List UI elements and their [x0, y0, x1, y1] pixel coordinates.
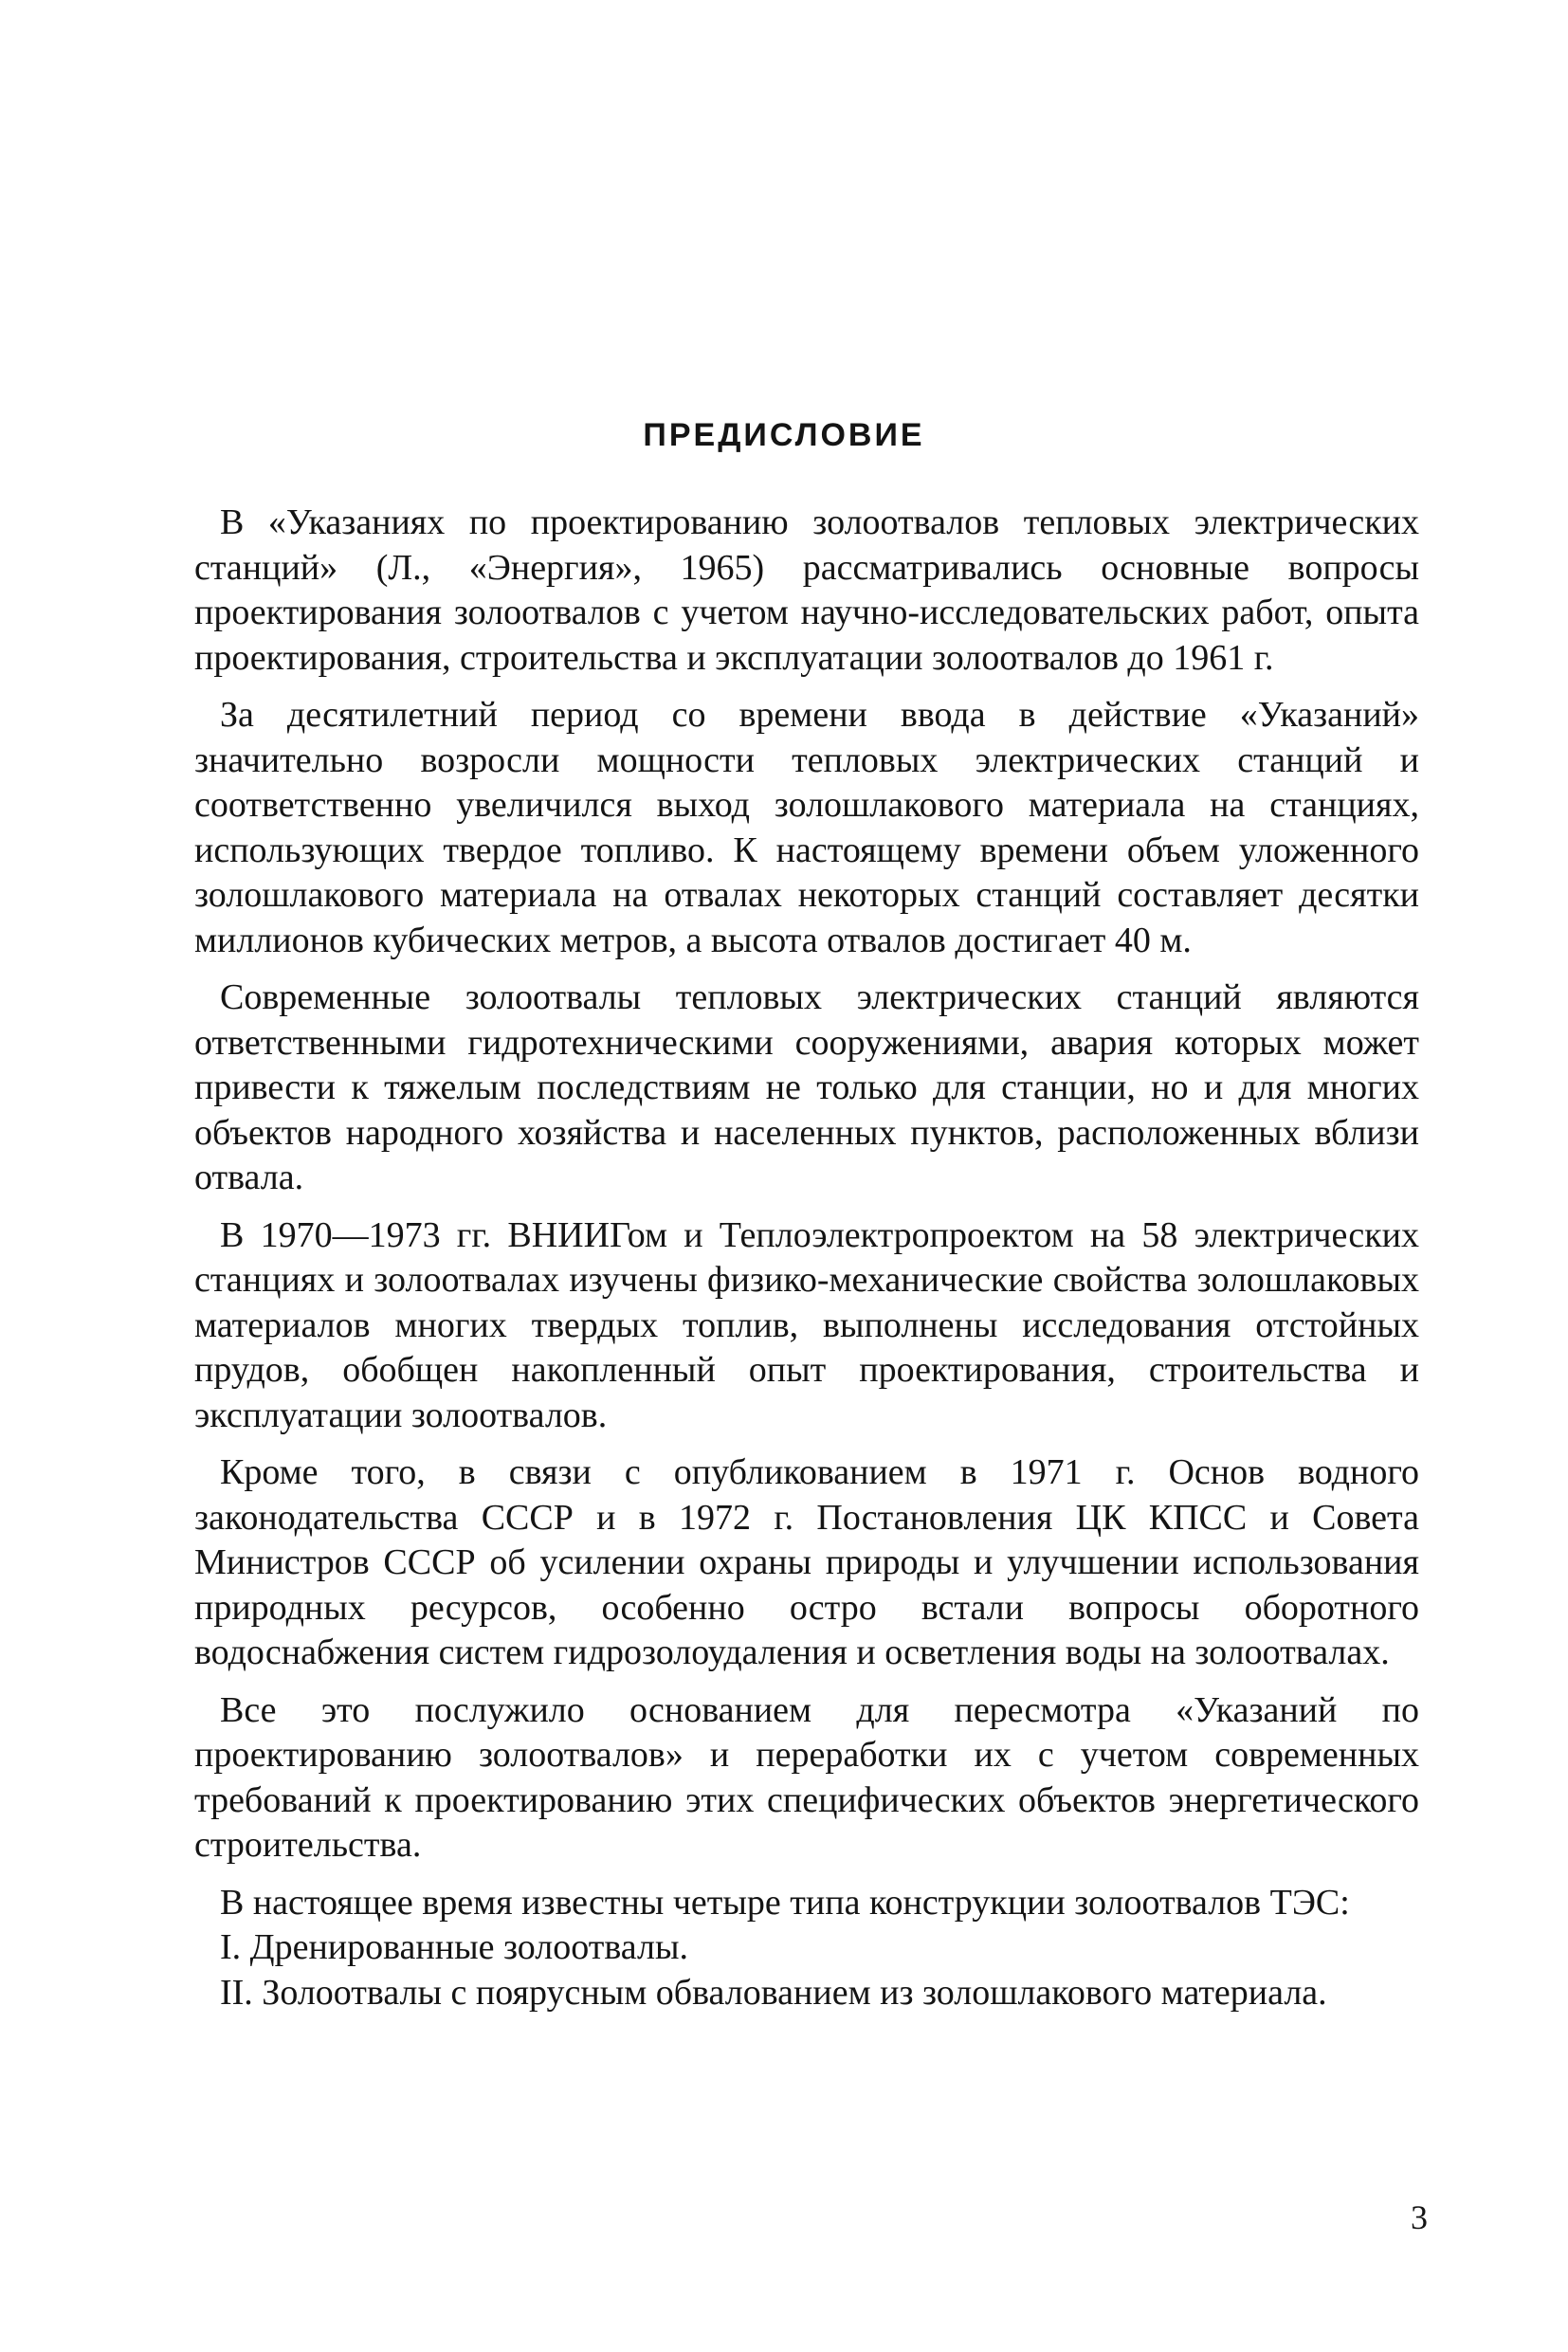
paragraph-6: Все это послужило основанием для пересмотра «Указаний по проектированию золоотвалов» и переработки их с учетом современных требований к проектированию этих специфических объектов энергетического строительства.: [194, 1689, 1419, 1865]
paragraph-3: Современные золоотвалы тепловых электрических станций являются ответственными гидротехническими сооружениями, авария которых может привести к тяжелым последствиям не только для станции, но и для многих объектов народного хозяйства и населенных пунктов, расположенных вблизи отвала.: [194, 977, 1419, 1197]
paragraph-4: В 1970—1973 гг. ВНИИГом и Теплоэлектропроектом на 58 электрических станциях и золоотвалах изучены физико-механические свойства золошлаковых материалов многих твердых топлив, выполнены исследования отстойных прудов, обобщен накопленный опыт проектирования, строительства и эксплуатации золоотвалов.: [194, 1214, 1419, 1435]
page-heading: ПРЕДИСЛОВИЕ: [643, 417, 925, 453]
body-text: [194, 501, 1419, 2015]
paragraph-2: За десятилетний период со времени ввода в действие «Указаний» значительно возросли мощности тепловых электрических станций и соответственно увеличился выход золошлакового материала на станциях, использующих твердое топливо. К настоящему времени объем уложенного золошлакового материала на отвалах некоторых станций составляет десятки миллионов кубических метров, а высота отвалов достигает 40 м.: [194, 695, 1419, 960]
paragraph-5: Кроме того, в связи с опубликованием в 1971 г. Основ водного законодательства СССР и в 1972 г. Постановления ЦК КПСС и Совета Министров СССР об усилении охраны природы и улучшении использования природных ресурсов, особенно остро встали вопросы оборотного водоснабжения систем гидрозолоудаления и осветления воды на золоотвалах.: [194, 1452, 1419, 1672]
list-item-2: II. Золоотвалы с поярусным обвалованием из золошлакового материала.: [220, 1972, 1327, 2013]
paragraph-7: В настоящее время известны четыре типа конструкции золоотвалов ТЭС:: [220, 1882, 1350, 1923]
list-item-1: I. Дренированные золоотвалы.: [220, 1927, 688, 1967]
page-number: 3: [1411, 2198, 1428, 2236]
paragraph-1: В «Указаниях по проектированию золоотвалов тепловых электрических станций» (Л., «Энергия», 1965) рассматривались основные вопросы проектирования золоотвалов с учетом научно-исследовательских работ, опыта проектирования, строительства и эксплуатации золоотвалов до 1961 г.: [194, 502, 1419, 678]
